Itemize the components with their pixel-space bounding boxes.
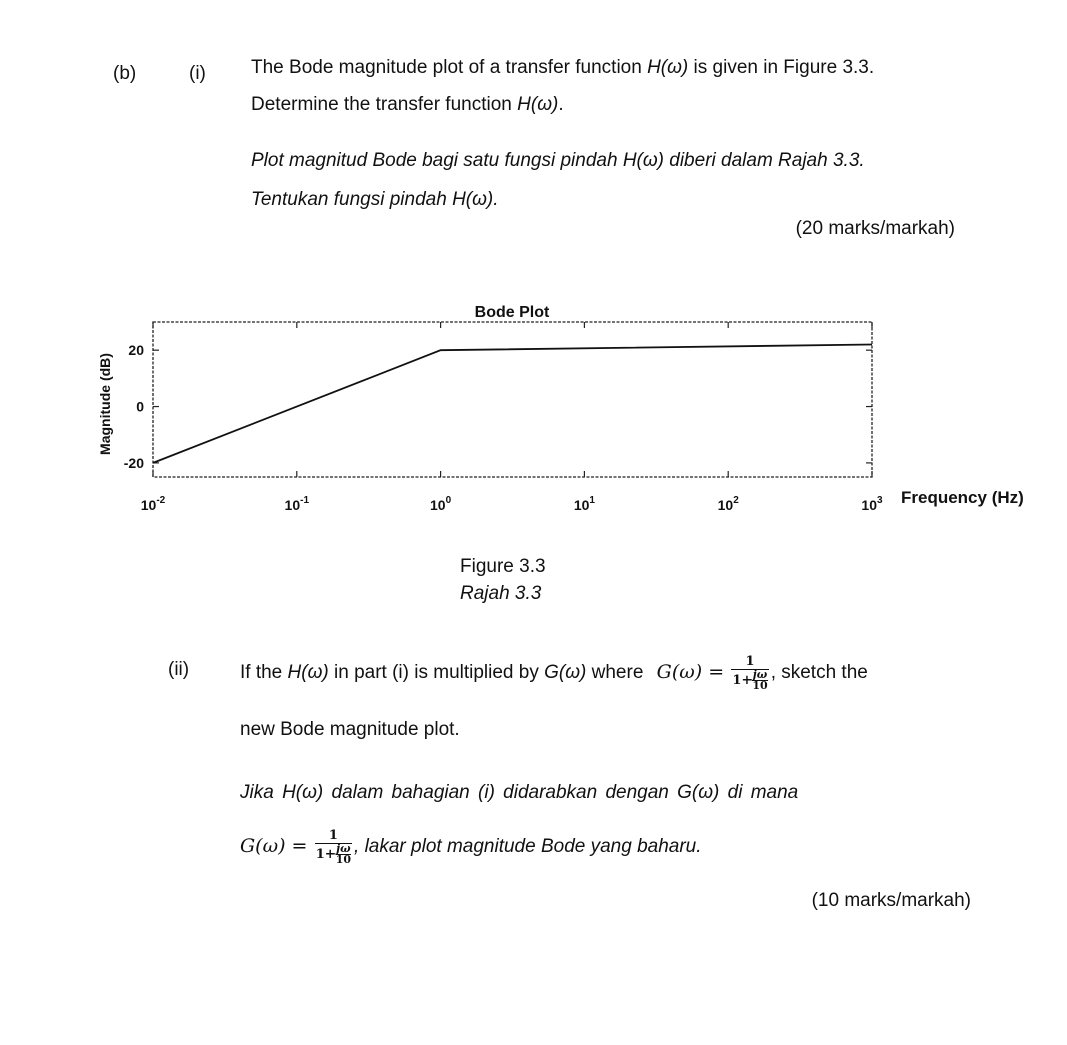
question-text: is given in Figure 3.3. — [688, 57, 875, 78]
question-text: , sketch the — [770, 662, 868, 683]
inner-numerator: jω — [336, 841, 351, 855]
h-symbol: H(ω) — [287, 662, 329, 683]
inner-denominator: 10 — [335, 852, 352, 866]
g-equation-lhs: G(ω) = — [240, 835, 308, 857]
g-fraction — [315, 829, 352, 865]
part-ii-line-2: new Bode magnitude plot. — [240, 719, 460, 740]
magnitude-line — [153, 345, 872, 463]
g-equation-lhs: G(ω) = — [656, 661, 725, 683]
malay-ii-text: , lakar plot magnitude Bode yang baharu. — [354, 836, 702, 857]
inner-denominator: 10 — [752, 678, 768, 692]
y-axis-label: Magnitude (dB) — [97, 353, 113, 455]
y-tick-label: -20 — [123, 454, 144, 471]
transfer-function-symbol: H(ω) — [647, 57, 689, 78]
figure-caption: Figure 3.3 — [460, 556, 546, 577]
fraction-denominator — [731, 669, 768, 691]
malay-line-1: Plot magnitud Bode bagi satu fungsi pindah H(ω) diberi dalam Rajah 3.3. — [251, 150, 865, 171]
g-fraction — [731, 655, 768, 691]
inner-fraction — [752, 667, 768, 692]
denominator-prefix: 1+ — [315, 846, 336, 862]
x-axis-ticks — [141, 322, 883, 513]
part-label: (b) — [113, 63, 137, 84]
x-tick-label: $10^1$ — [573, 495, 595, 513]
inner-numerator: jω — [752, 667, 768, 681]
x-tick-label: $10^2$ — [717, 495, 739, 513]
transfer-function-symbol: H(ω) — [517, 94, 559, 115]
fraction-numerator: 1 — [328, 827, 338, 843]
x-tick-label: $10^3$ — [861, 495, 883, 513]
question-text: The Bode magnitude plot of a transfer function — [251, 57, 648, 78]
chart-title: Bode Plot — [474, 304, 550, 321]
g-symbol: G(ω) — [544, 662, 587, 683]
part-ii-line-1 — [240, 644, 868, 700]
malay-line-2: Tentukan fungsi pindah H(ω). — [251, 189, 499, 210]
figure-caption-malay: Rajah 3.3 — [460, 583, 542, 604]
malay-ii-line-1: Jika H(ω) dalam bahagian (i) didarabkan dengan G(ω) di mana — [240, 782, 799, 803]
subpart-ii-label: (ii) — [168, 659, 190, 680]
x-tick-label: $10^{-2}$ — [140, 495, 166, 513]
inner-fraction — [335, 841, 352, 866]
subpart-i-label: (i) — [189, 63, 206, 84]
marks-ii: (10 marks/markah) — [811, 890, 971, 911]
y-tick-label: 0 — [136, 398, 144, 415]
denominator-prefix: 1+ — [732, 672, 753, 688]
fraction-denominator — [315, 843, 352, 865]
question-text: . — [558, 94, 564, 115]
x-axis-label: Frequency (Hz) — [901, 488, 1024, 507]
question-text: Determine the transfer function — [251, 94, 518, 115]
question-text: If the — [240, 662, 288, 683]
y-axis-ticks — [124, 342, 872, 471]
malay-ii-line-2 — [240, 818, 702, 874]
question-text: where — [586, 662, 649, 683]
x-tick-label: $10^0$ — [430, 495, 452, 513]
y-tick-label: 20 — [128, 342, 144, 359]
fraction-numerator: 1 — [745, 653, 755, 669]
question-text: in part (i) is multiplied by — [328, 662, 545, 683]
x-tick-label: $10^{-1}$ — [284, 495, 310, 513]
marks-i: (20 marks/markah) — [795, 218, 955, 239]
